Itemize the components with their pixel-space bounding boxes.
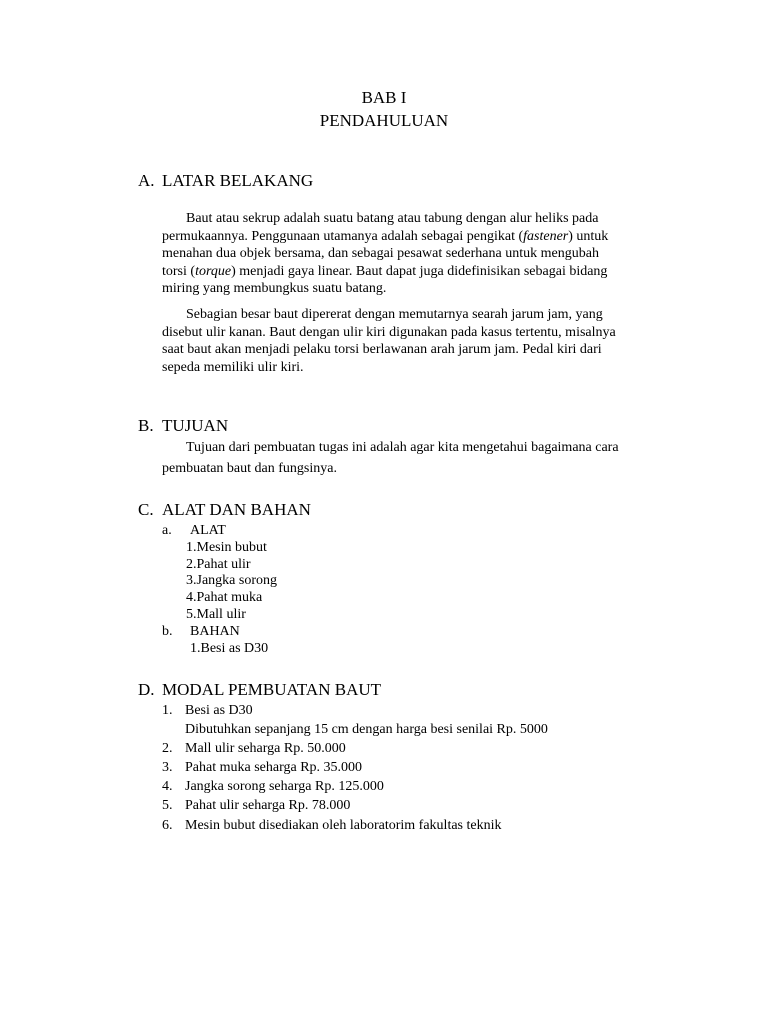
list-item-number: 5. [162,798,173,813]
list-item-number: 2. [162,741,173,756]
section-a-heading [138,171,313,191]
list-item [162,741,346,757]
list-item [162,798,350,814]
paragraph-line: torsi (torque) menjadi gaya linear. Baut dapat juga didefinisikan sebagai bidang [162,263,608,279]
paragraph-line: menahan dua objek bersama, dan sebagai pesawat sederhana untuk mengubah [162,246,599,261]
list-item-number: 4. [162,779,173,794]
list-item-text: Mall ulir seharga Rp. 50.000 [185,741,346,756]
paragraph-line: Baut atau sekrup adalah suatu batang atau tabung dengan alur heliks pada [186,211,599,226]
list-item: 1.Mesin bubut [186,540,267,555]
emphasis-torque: torque [195,263,232,279]
section-a-paragraph-1 [162,210,672,298]
list-item [162,722,548,738]
chapter-heading: BAB I [361,88,407,107]
list-item-text: Besi as D30 [185,703,253,718]
bahan-marker: b. [162,624,173,639]
section-d-number: D. [138,680,155,699]
paragraph-line: sepeda memiliki ulir kiri. [162,359,304,375]
alat-heading [162,523,226,539]
list-item: 4.Pahat muka [186,590,263,605]
alat-marker: a. [162,523,172,538]
chapter-title: PENDAHULUAN [319,111,449,130]
list-item [162,703,253,719]
emphasis-fastener: fastener [523,228,569,244]
list-item-text: Pahat muka seharga Rp. 35.000 [185,760,363,775]
section-a-title: LATAR BELAKANG [162,171,314,190]
bahan-heading [162,624,240,640]
list-item-number: 3. [162,760,173,775]
paragraph-line: Sebagian besar baut dipererat dengan memutarnya searah jarum jam, yang [186,307,603,322]
section-a-paragraph-2 [162,306,672,376]
section-b-heading [138,416,228,436]
list-item: 2.Pahat ulir [186,557,251,572]
section-c-number: C. [138,500,154,519]
section-b-line-1: Tujuan dari pembuatan tugas ini adalah agar kita mengetahui bagaimana cara [186,440,619,455]
list-item-number: 1. [162,703,173,718]
alat-label: ALAT [190,523,226,538]
paragraph-line: saat baut akan menjadi pelaku torsi berlawanan arah jarum jam. Pedal kiri dari [162,342,602,357]
list-item-text: Dibutuhkan sepanjang 15 cm dengan harga besi senilai Rp. 5000 [185,722,548,737]
list-item: 5.Mall ulir [186,607,246,622]
bahan-label: BAHAN [190,624,240,639]
section-d-title: MODAL PEMBUATAN BAUT [162,680,382,699]
list-item: 3.Jangka sorong [186,573,277,588]
list-item-text: Jangka sorong seharga Rp. 125.000 [185,779,384,794]
paragraph-line: miring yang membungkus suatu batang. [162,281,387,296]
section-b-number: B. [138,416,154,435]
section-d-heading [138,680,381,700]
paragraph-line: disebut ulir kanan. Baut dengan ulir kiri digunakan pada kasus tertentu, misalnya [162,324,616,340]
section-b-title: TUJUAN [162,416,229,435]
list-item-text: Pahat ulir seharga Rp. 78.000 [185,798,351,813]
list-item-number: 6. [162,818,173,833]
section-b-line-2: pembuatan baut dan fungsinya. [162,461,337,476]
section-a-number: A. [138,171,155,190]
list-item [162,818,501,834]
list-item: 1.Besi as D30 [190,641,269,656]
list-item [162,760,362,776]
section-c-title: ALAT DAN BAHAN [162,500,311,519]
list-item [162,779,384,795]
paragraph-line: permukaannya. Penggunaan utamanya adalah sebagai pengikat (fastener) untuk [162,228,609,244]
section-c-heading [138,500,311,520]
list-item-text: Mesin bubut disediakan oleh laboratorim fakultas teknik [185,818,502,833]
